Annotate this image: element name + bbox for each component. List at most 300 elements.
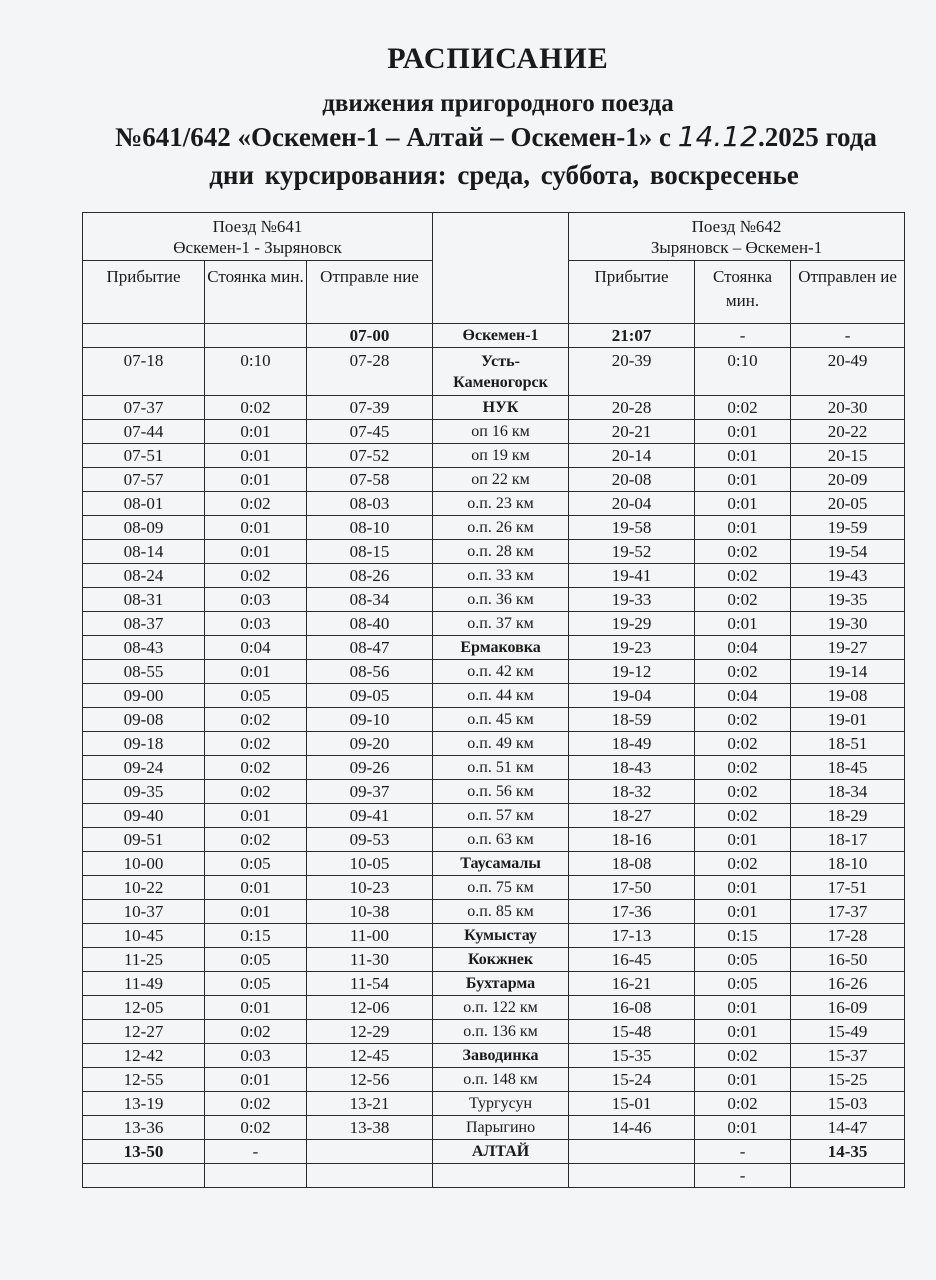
- cell-arr-641: 10-45: [83, 924, 205, 948]
- cell-dep-642: 16-09: [791, 996, 905, 1020]
- cell-station: о.п. 56 км: [433, 780, 569, 804]
- cell-arr-641: 07-37: [83, 396, 205, 420]
- cell-station: о.п. 33 км: [433, 564, 569, 588]
- cell-arr-641: 12-27: [83, 1020, 205, 1044]
- cell-dep-641: 13-38: [307, 1116, 433, 1140]
- cell-dep-642: 20-30: [791, 396, 905, 420]
- cell-dep-642: 15-37: [791, 1044, 905, 1068]
- cell-dep-641: 12-56: [307, 1068, 433, 1092]
- cell-arr-642: 18-27: [569, 804, 695, 828]
- cell-arr-642: 18-16: [569, 828, 695, 852]
- cell-stop-642: 0:05: [695, 972, 791, 996]
- table-row: [83, 492, 905, 516]
- cell-stop-642: 0:01: [695, 900, 791, 924]
- cell-station: о.п. 49 км: [433, 732, 569, 756]
- cell-dep-641: 08-56: [307, 660, 433, 684]
- table-row: [83, 444, 905, 468]
- cell-stop-642: 0:01: [695, 1068, 791, 1092]
- cell-arr-642: 19-41: [569, 564, 695, 588]
- cell-dep-642: 19-27: [791, 636, 905, 660]
- cell-stop-642: 0:02: [695, 1044, 791, 1068]
- col-641-departure: Отправле ние: [307, 261, 433, 324]
- cell-station: о.п. 36 км: [433, 588, 569, 612]
- cell-arr-641: 12-05: [83, 996, 205, 1020]
- cell-arr-641: 11-25: [83, 948, 205, 972]
- table-row: [83, 804, 905, 828]
- cell-dep-641: 09-41: [307, 804, 433, 828]
- table-row: [83, 564, 905, 588]
- cell-dep-642: 14-47: [791, 1116, 905, 1140]
- cell-stop-642: 0:02: [695, 1092, 791, 1116]
- cell-stop-642: 0:01: [695, 1020, 791, 1044]
- cell-station: Өскемен-1: [433, 324, 569, 348]
- cell-stop-642: 0:01: [695, 516, 791, 540]
- cell-arr-642: 19-04: [569, 684, 695, 708]
- cell-stop-641: 0:02: [205, 396, 307, 420]
- cell-stop-642: 0:02: [695, 660, 791, 684]
- cell-arr-642: 14-46: [569, 1116, 695, 1140]
- cell-stop-641: 0:01: [205, 468, 307, 492]
- cell-dep-642: [791, 1164, 905, 1188]
- cell-arr-641: 09-08: [83, 708, 205, 732]
- cell-arr-641: 12-42: [83, 1044, 205, 1068]
- cell-dep-641: 07-58: [307, 468, 433, 492]
- cell-stop-642: 0:02: [695, 588, 791, 612]
- table-row: [83, 1164, 905, 1188]
- cell-arr-641: 08-55: [83, 660, 205, 684]
- cell-dep-642: 19-30: [791, 612, 905, 636]
- col-642-departure: Отправлен ие: [791, 261, 905, 324]
- table-row: [83, 612, 905, 636]
- cell-dep-642: 19-14: [791, 660, 905, 684]
- cell-stop-642: 0:01: [695, 876, 791, 900]
- cell-dep-642: 15-03: [791, 1092, 905, 1116]
- cell-station: о.п. 42 км: [433, 660, 569, 684]
- cell-stop-641: 0:03: [205, 612, 307, 636]
- cell-arr-641: 08-31: [83, 588, 205, 612]
- cell-arr-642: 17-50: [569, 876, 695, 900]
- cell-arr-642: 20-21: [569, 420, 695, 444]
- cell-arr-641: 11-49: [83, 972, 205, 996]
- table-row: [83, 780, 905, 804]
- cell-stop-641: 0:02: [205, 564, 307, 588]
- table-row: [83, 468, 905, 492]
- cell-station: Таусамалы: [433, 852, 569, 876]
- days-line: дни курсирования: среда, суббота, воскресенье: [209, 160, 799, 190]
- cell-stop-641: -: [205, 1140, 307, 1164]
- cell-stop-641: 0:01: [205, 1068, 307, 1092]
- cell-arr-641: 09-51: [83, 828, 205, 852]
- cell-stop-642: 0:01: [695, 468, 791, 492]
- cell-arr-642: 16-21: [569, 972, 695, 996]
- cell-arr-641: 13-19: [83, 1092, 205, 1116]
- cell-stop-641: 0:05: [205, 852, 307, 876]
- cell-arr-642: 18-32: [569, 780, 695, 804]
- cell-arr-641: [83, 1164, 205, 1188]
- cell-dep-642: 20-05: [791, 492, 905, 516]
- cell-arr-641: 10-37: [83, 900, 205, 924]
- cell-station: Заводинка: [433, 1044, 569, 1068]
- cell-dep-642: 17-28: [791, 924, 905, 948]
- cell-dep-641: 09-05: [307, 684, 433, 708]
- cell-arr-641: 09-35: [83, 780, 205, 804]
- cell-dep-641: 12-29: [307, 1020, 433, 1044]
- table-row: [83, 684, 905, 708]
- cell-arr-642: 19-33: [569, 588, 695, 612]
- cell-stop-641: 0:02: [205, 1020, 307, 1044]
- cell-station: оп 19 км: [433, 444, 569, 468]
- cell-dep-641: 07-00: [307, 324, 433, 348]
- table-row: [83, 1116, 905, 1140]
- cell-arr-642: [569, 1164, 695, 1188]
- cell-stop-641: 0:01: [205, 876, 307, 900]
- cell-stop-641: 0:05: [205, 684, 307, 708]
- cell-arr-641: 13-36: [83, 1116, 205, 1140]
- train-641-name: Поезд №641: [212, 216, 303, 236]
- cell-station: АЛТАЙ: [433, 1140, 569, 1164]
- cell-stop-642: 0:04: [695, 636, 791, 660]
- cell-dep-641: 12-06: [307, 996, 433, 1020]
- table-row: [83, 588, 905, 612]
- cell-stop-642: 0:01: [695, 828, 791, 852]
- cell-dep-642: -: [791, 324, 905, 348]
- cell-dep-641: 09-26: [307, 756, 433, 780]
- cell-arr-642: 19-52: [569, 540, 695, 564]
- cell-station: Парыгино: [433, 1116, 569, 1140]
- table-row: [83, 948, 905, 972]
- cell-dep-642: 18-29: [791, 804, 905, 828]
- table-row: [83, 516, 905, 540]
- cell-stop-642: 0:02: [695, 780, 791, 804]
- cell-dep-642: 16-50: [791, 948, 905, 972]
- cell-arr-641: 08-09: [83, 516, 205, 540]
- cell-dep-642: 18-10: [791, 852, 905, 876]
- cell-arr-641: 08-14: [83, 540, 205, 564]
- cell-arr-642: 20-39: [569, 348, 695, 396]
- cell-station: Усть-Каменогорск: [433, 348, 569, 396]
- cell-dep-642: 17-37: [791, 900, 905, 924]
- cell-stop-642: 0:10: [695, 348, 791, 396]
- cell-station: НУК: [433, 396, 569, 420]
- cell-stop-641: 0:02: [205, 1092, 307, 1116]
- cell-dep-641: 09-20: [307, 732, 433, 756]
- cell-stop-641: 0:02: [205, 780, 307, 804]
- cell-dep-641: 08-10: [307, 516, 433, 540]
- cell-dep-641: 09-37: [307, 780, 433, 804]
- cell-station: Кумыстау: [433, 924, 569, 948]
- cell-dep-641: 10-23: [307, 876, 433, 900]
- cell-dep-642: 19-35: [791, 588, 905, 612]
- route-suffix: .2025 года: [757, 122, 877, 152]
- cell-arr-642: 15-01: [569, 1092, 695, 1116]
- cell-station: о.п. 85 км: [433, 900, 569, 924]
- cell-stop-641: 0:02: [205, 492, 307, 516]
- train-642-header: [569, 213, 905, 261]
- cell-dep-642: 19-08: [791, 684, 905, 708]
- cell-stop-641: 0:05: [205, 948, 307, 972]
- cell-arr-641: 09-24: [83, 756, 205, 780]
- page-title: РАСПИСАНИЕ: [387, 42, 609, 75]
- cell-arr-641: 09-40: [83, 804, 205, 828]
- cell-stop-642: 0:15: [695, 924, 791, 948]
- table-row: [83, 876, 905, 900]
- cell-dep-641: 08-15: [307, 540, 433, 564]
- table-row: [83, 324, 905, 348]
- route-line: [28, 120, 936, 153]
- cell-station: о.п. 63 км: [433, 828, 569, 852]
- cell-dep-641: 09-10: [307, 708, 433, 732]
- cell-station: о.п. 45 км: [433, 708, 569, 732]
- cell-stop-642: 0:01: [695, 492, 791, 516]
- cell-dep-641: 07-52: [307, 444, 433, 468]
- train-641-header: [83, 213, 433, 261]
- cell-dep-642: 16-26: [791, 972, 905, 996]
- cell-dep-641: 07-39: [307, 396, 433, 420]
- schedule-table: [82, 212, 905, 1188]
- cell-dep-641: 08-34: [307, 588, 433, 612]
- cell-arr-641: 10-00: [83, 852, 205, 876]
- cell-stop-641: 0:03: [205, 588, 307, 612]
- table-row: [83, 1020, 905, 1044]
- cell-stop-642: -: [695, 324, 791, 348]
- cell-stop-642: 0:01: [695, 996, 791, 1020]
- cell-station: о.п. 51 км: [433, 756, 569, 780]
- cell-dep-642: 20-49: [791, 348, 905, 396]
- cell-stop-641: 0:02: [205, 708, 307, 732]
- cell-arr-642: 17-36: [569, 900, 695, 924]
- cell-station: о.п. 23 км: [433, 492, 569, 516]
- cell-dep-641: [307, 1140, 433, 1164]
- cell-station: оп 22 км: [433, 468, 569, 492]
- cell-stop-641: 0:01: [205, 660, 307, 684]
- cell-station: [433, 1164, 569, 1188]
- table-row: [83, 756, 905, 780]
- cell-arr-642: 19-29: [569, 612, 695, 636]
- cell-arr-642: 18-49: [569, 732, 695, 756]
- cell-arr-642: 19-23: [569, 636, 695, 660]
- cell-dep-642: 20-22: [791, 420, 905, 444]
- table-row: [83, 1092, 905, 1116]
- cell-dep-642: 18-45: [791, 756, 905, 780]
- cell-station: о.п. 57 км: [433, 804, 569, 828]
- cell-station: о.п. 75 км: [433, 876, 569, 900]
- cell-arr-641: 07-44: [83, 420, 205, 444]
- cell-stop-642: 0:02: [695, 756, 791, 780]
- cell-arr-641: [83, 324, 205, 348]
- cell-stop-642: 0:01: [695, 612, 791, 636]
- cell-dep-642: 20-09: [791, 468, 905, 492]
- cell-dep-641: 11-30: [307, 948, 433, 972]
- cell-dep-642: 14-35: [791, 1140, 905, 1164]
- page-subtitle: движения пригородного поезда: [322, 90, 674, 117]
- cell-dep-642: 19-54: [791, 540, 905, 564]
- cell-dep-642: 17-51: [791, 876, 905, 900]
- cell-stop-641: 0:02: [205, 732, 307, 756]
- cell-station: о.п. 26 км: [433, 516, 569, 540]
- cell-stop-641: [205, 1164, 307, 1188]
- cell-station: Ермаковка: [433, 636, 569, 660]
- cell-arr-642: 20-04: [569, 492, 695, 516]
- cell-arr-641: 08-37: [83, 612, 205, 636]
- col-641-stop: Стоянка мин.: [205, 261, 307, 324]
- cell-arr-642: 16-45: [569, 948, 695, 972]
- cell-arr-641: 07-51: [83, 444, 205, 468]
- col-642-arrival: Прибытие: [569, 261, 695, 324]
- table-row: [83, 348, 905, 396]
- cell-stop-642: 0:02: [695, 396, 791, 420]
- table-row: [83, 900, 905, 924]
- cell-dep-642: 15-25: [791, 1068, 905, 1092]
- cell-stop-642: -: [695, 1164, 791, 1188]
- cell-arr-642: [569, 1140, 695, 1164]
- cell-stop-642: -: [695, 1140, 791, 1164]
- cell-stop-641: 0:01: [205, 996, 307, 1020]
- cell-stop-641: 0:01: [205, 516, 307, 540]
- table-row: [83, 708, 905, 732]
- cell-arr-642: 19-58: [569, 516, 695, 540]
- col-642-stop: Стоянка мин.: [695, 261, 791, 324]
- cell-dep-641: 08-47: [307, 636, 433, 660]
- cell-dep-641: 12-45: [307, 1044, 433, 1068]
- cell-arr-641: 09-00: [83, 684, 205, 708]
- cell-dep-642: 19-43: [791, 564, 905, 588]
- cell-dep-641: 07-28: [307, 348, 433, 396]
- table-row: [83, 420, 905, 444]
- train-641-route: Өскемен-1 - Зыряновск: [173, 237, 342, 257]
- cell-stop-642: 0:02: [695, 804, 791, 828]
- cell-arr-641: 07-57: [83, 468, 205, 492]
- cell-stop-641: 0:15: [205, 924, 307, 948]
- table-row: [83, 660, 905, 684]
- cell-dep-642: 18-51: [791, 732, 905, 756]
- cell-stop-641: 0:02: [205, 756, 307, 780]
- cell-arr-642: 15-35: [569, 1044, 695, 1068]
- cell-dep-642: 20-15: [791, 444, 905, 468]
- cell-arr-642: 21:07: [569, 324, 695, 348]
- cell-arr-641: 09-18: [83, 732, 205, 756]
- cell-arr-642: 18-43: [569, 756, 695, 780]
- cell-arr-641: 08-24: [83, 564, 205, 588]
- cell-arr-642: 15-24: [569, 1068, 695, 1092]
- cell-stop-641: 0:02: [205, 828, 307, 852]
- cell-stop-642: 0:02: [695, 852, 791, 876]
- cell-stop-641: 0:01: [205, 900, 307, 924]
- cell-station: оп 16 км: [433, 420, 569, 444]
- cell-dep-642: 19-01: [791, 708, 905, 732]
- cell-station: Тургусун: [433, 1092, 569, 1116]
- cell-arr-642: 20-08: [569, 468, 695, 492]
- cell-stop-641: [205, 324, 307, 348]
- cell-stop-641: 0:04: [205, 636, 307, 660]
- cell-stop-642: 0:01: [695, 444, 791, 468]
- station-header: [433, 213, 569, 324]
- cell-dep-641: 09-53: [307, 828, 433, 852]
- cell-dep-641: 11-00: [307, 924, 433, 948]
- train-642-name: Поезд №642: [691, 216, 782, 236]
- cell-dep-641: 08-03: [307, 492, 433, 516]
- cell-dep-641: 08-26: [307, 564, 433, 588]
- cell-stop-642: 0:01: [695, 1116, 791, 1140]
- cell-dep-641: 10-38: [307, 900, 433, 924]
- cell-arr-642: 18-08: [569, 852, 695, 876]
- cell-station: о.п. 28 км: [433, 540, 569, 564]
- cell-dep-641: 08-40: [307, 612, 433, 636]
- table-row: [83, 1140, 905, 1164]
- cell-dep-642: 19-59: [791, 516, 905, 540]
- cell-station: о.п. 148 км: [433, 1068, 569, 1092]
- cell-arr-641: 10-22: [83, 876, 205, 900]
- cell-arr-642: 17-13: [569, 924, 695, 948]
- cell-stop-642: 0:05: [695, 948, 791, 972]
- handwritten-date: 14.12: [677, 120, 758, 153]
- cell-arr-642: 18-59: [569, 708, 695, 732]
- table-row: [83, 924, 905, 948]
- cell-arr-641: 08-43: [83, 636, 205, 660]
- table-row: [83, 396, 905, 420]
- cell-station: о.п. 122 км: [433, 996, 569, 1020]
- cell-arr-642: 20-14: [569, 444, 695, 468]
- cell-arr-642: 19-12: [569, 660, 695, 684]
- cell-dep-641: 10-05: [307, 852, 433, 876]
- cell-stop-642: 0:02: [695, 708, 791, 732]
- table-row: [83, 852, 905, 876]
- cell-dep-641: [307, 1164, 433, 1188]
- cell-stop-641: 0:03: [205, 1044, 307, 1068]
- cell-arr-641: 07-18: [83, 348, 205, 396]
- table-row: [83, 732, 905, 756]
- cell-arr-642: 16-08: [569, 996, 695, 1020]
- cell-station: Кокжнек: [433, 948, 569, 972]
- cell-stop-642: 0:02: [695, 540, 791, 564]
- cell-dep-641: 07-45: [307, 420, 433, 444]
- cell-stop-641: 0:05: [205, 972, 307, 996]
- cell-dep-642: 18-17: [791, 828, 905, 852]
- table-row: [83, 1068, 905, 1092]
- cell-dep-642: 15-49: [791, 1020, 905, 1044]
- cell-stop-641: 0:01: [205, 540, 307, 564]
- cell-stop-641: 0:01: [205, 804, 307, 828]
- table-row: [83, 636, 905, 660]
- table-row: [83, 996, 905, 1020]
- cell-stop-641: 0:10: [205, 348, 307, 396]
- cell-arr-641: 08-01: [83, 492, 205, 516]
- cell-arr-642: 20-28: [569, 396, 695, 420]
- table-row: [83, 1044, 905, 1068]
- table-row: [83, 972, 905, 996]
- cell-dep-642: 18-34: [791, 780, 905, 804]
- cell-station: о.п. 136 км: [433, 1020, 569, 1044]
- cell-stop-641: 0:01: [205, 444, 307, 468]
- cell-station: о.п. 44 км: [433, 684, 569, 708]
- table-row: [83, 828, 905, 852]
- cell-stop-642: 0:02: [695, 732, 791, 756]
- cell-stop-642: 0:01: [695, 420, 791, 444]
- route-prefix: №641/642 «Оскемен-1 – Алтай – Оскемен-1» с: [115, 122, 672, 152]
- cell-stop-642: 0:04: [695, 684, 791, 708]
- cell-arr-641: 13-50: [83, 1140, 205, 1164]
- train-642-route: Зыряновск – Өскемен-1: [650, 237, 823, 257]
- cell-arr-641: 12-55: [83, 1068, 205, 1092]
- cell-dep-641: 11-54: [307, 972, 433, 996]
- cell-stop-642: 0:02: [695, 564, 791, 588]
- cell-stop-641: 0:02: [205, 1116, 307, 1140]
- col-641-arrival: Прибытие: [83, 261, 205, 324]
- cell-stop-641: 0:01: [205, 420, 307, 444]
- table-row: [83, 540, 905, 564]
- cell-arr-642: 15-48: [569, 1020, 695, 1044]
- cell-dep-641: 13-21: [307, 1092, 433, 1116]
- cell-station: Бухтарма: [433, 972, 569, 996]
